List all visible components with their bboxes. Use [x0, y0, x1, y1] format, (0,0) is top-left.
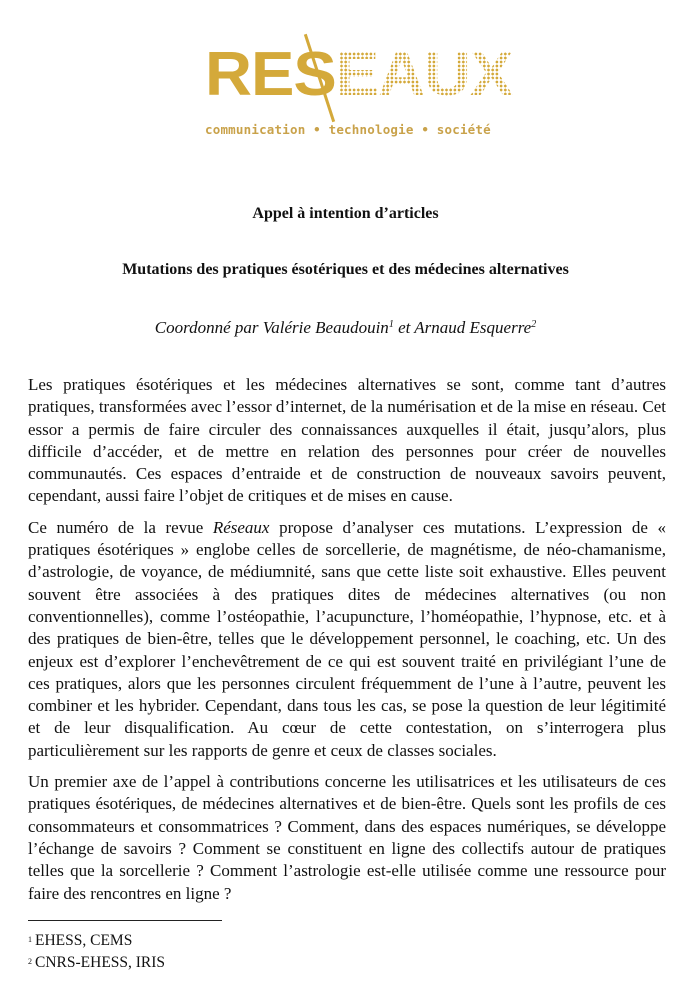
document-body	[28, 374, 666, 914]
footnote-1	[28, 930, 165, 952]
paragraph-2-rest: propose d’analyser ces mutations. L’expression de « pratiques ésotériques » englobe celles de sorcellerie, de magnétisme, de néo-chamanisme, d’astrologie, de voyance, de médiumnité, sans que cette liste soit exhaustive. Elles peuvent souvent être associées à des pratiques dites de médecines alternatives (ou non conventionnelles), comme l’ostéopathie, l’acupuncture, l’homéopathie, l’hypnose, etc. et à des pratiques de bien-être, telles que le développement personnel, le coaching, etc. Un des enjeux est d’explorer l’enchevêtrement de ce qui est souvent traité en privilégiant l’une de ces pratiques, alors que les personnes circulent fréquemment de l’une à l’autre, peuvent les combiner et les hybrider. Cependant, dans tous les cas, se pose la question de leur légitimité et de leur disqualification. Au cœur de cette contestation, on s’interrogera plus particulièrement sur les rapports de genre et ceux de classes sociales.	[28, 517, 666, 760]
coordination-line	[0, 318, 691, 338]
footnote-separator	[28, 920, 222, 921]
document-title: Appel à intention d’articles	[252, 205, 439, 222]
paragraph-2	[28, 517, 666, 762]
coordination-prefix: Coordonné par	[154, 318, 263, 337]
footnote-2	[28, 952, 165, 974]
footnote-ref-1: 1	[388, 319, 394, 330]
reseaux-logo	[200, 30, 513, 140]
footnotes	[28, 930, 165, 974]
coordination-connector: et	[393, 318, 415, 337]
document-subtitle: Mutations des pratiques ésotériques et des médecines alternatives	[122, 261, 569, 278]
footnote-1-number: 1	[28, 935, 32, 944]
paragraph-1: Les pratiques ésotériques et les médecines alternatives se sont, comme tant d’autres pratiques, transformées avec l’essor d’internet, de la numérisation et de la mise en réseau. Cet essor a permis de faire circuler des connaissances auxquelles il était, jusqu’alors, plus difficile d’accéder, et de mettre en relation des personnes pour créer de nouvelles communautés. Ces espaces d’entraide et de construction de nouveaux savoirs peuvent, cependant, aussi faire l’objet de critiques et de mises en cause.	[28, 375, 666, 506]
journal-name: Réseaux	[212, 517, 270, 537]
footnote-2-text: CNRS-EHESS, IRIS	[35, 954, 166, 971]
footnote-1-text: EHESS, CEMS	[35, 932, 133, 949]
footnote-ref-2: 2	[531, 319, 537, 330]
logo-word-part2: EAUX	[335, 40, 513, 109]
author-2: Arnaud Esquerre	[414, 318, 532, 337]
paragraph-3: Un premier axe de l’appel à contributions concerne les utilisatrices et les utilisateurs de ces pratiques ésotériques, de médecines alternatives et de bien-être. Quels sont les profils de ces consommateurs et consommatrices ? Comment, dans des espaces numériques, se développe l’échange de savoirs ? Comment se constituent en ligne des collectifs autour de pratiques telles que la sorcellerie ? Comment l’astrologie est-elle utilisée comme une ressource pour faire des rencontres en ligne ?	[28, 772, 666, 903]
logo-tagline: communication • technologie • société	[205, 122, 491, 137]
logo-wordmark	[205, 40, 513, 109]
paragraph-2-start: Ce numéro de la revue	[28, 517, 213, 537]
author-1: Valérie Beaudouin	[262, 318, 389, 337]
footnote-2-number: 2	[28, 957, 32, 966]
logo-word-part1: RES	[205, 40, 336, 109]
